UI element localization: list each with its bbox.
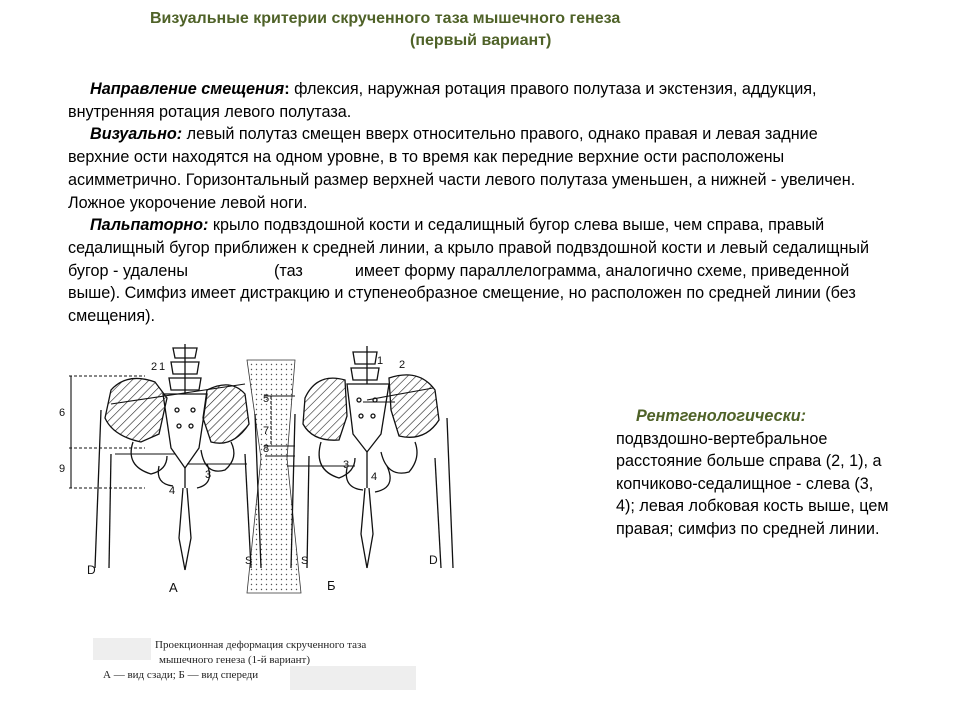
paragraph-visual	[68, 123, 878, 214]
label-5: 5	[263, 393, 270, 405]
caption-line-3: А — вид сзади; Б — вид спереди	[103, 669, 259, 681]
term-direction-colon: :	[284, 80, 290, 98]
caption-pad	[93, 638, 151, 660]
title-line-2: (первый вариант)	[410, 32, 552, 49]
text-palpation-2: (таз	[273, 261, 303, 280]
label-s-right: S	[301, 555, 309, 567]
label-view-a: А	[169, 580, 178, 595]
pelvis-figure	[55, 338, 475, 603]
caption-line-2: мышечного генеза (1-й вариант)	[159, 654, 310, 666]
label-4: 4	[169, 485, 176, 497]
text-visual: левый полутаз смещен вверх относительно правого, однако правая и левая задние верхние ости находятся на одном уровне, в то время как передние верхние ости расположены асимметрично. Горизонтальный размер верхней части левого полутаза уменьшен, а нижней - увеличен. Ложное укорочение левой ноги.	[68, 125, 856, 212]
term-direction: Направление смещения	[90, 80, 285, 98]
label-2: 2	[151, 361, 158, 373]
label-right-3: 3	[343, 459, 350, 471]
xray-block	[616, 405, 896, 540]
label-3: 3	[205, 469, 212, 481]
paragraph-direction	[68, 78, 878, 123]
label-d-left: D	[87, 563, 96, 577]
text-palpation-3: имеет форму параллелограмма, аналогично схеме, приведенной выше). Симфиз имеет дистракцию и ступенеобразное смещение, но расположен по средней линии (без смещения).	[68, 261, 856, 326]
main-text	[68, 78, 878, 328]
label-1: 1	[159, 361, 166, 373]
label-right-2: 2	[399, 359, 406, 371]
pelvis-diagram	[55, 338, 475, 603]
paragraph-palpation	[68, 214, 878, 328]
term-palpation: Пальпаторно:	[90, 216, 209, 235]
label-right-4: 4	[371, 471, 378, 483]
label-9: 9	[59, 463, 66, 475]
text-palpation-1: крыло подвздошной кости и седалищный бугор слева выше, чем справа, правый седалищный бугор приближен к средней линии, а крыло правой подвздошной кости и левый седалищный бугор - удалены	[68, 216, 870, 280]
title-line-1: Визуальные критерии скрученного таза мышечного генеза	[150, 10, 621, 27]
term-visual: Визуально:	[90, 125, 183, 144]
text-direction: флексия, наружная ротация правого полутаза и экстензия, аддукция, внутренняя ротация левого полутаза.	[68, 80, 817, 121]
label-6: 6	[59, 407, 66, 419]
caption-pad	[290, 666, 416, 690]
figure-caption	[93, 634, 423, 692]
label-view-b: Б	[327, 578, 336, 593]
xray-heading: Рентгенологически:	[636, 407, 807, 425]
label-7: 7	[263, 425, 270, 437]
xray-text: подвздошно-вертебральное расстояние больше справа (2, 1), а копчиково-седалищное - слева (3, 4); левая лобковая кость выше, цем правая; симфиз по средней линии.	[616, 429, 889, 538]
label-s-left: S	[245, 555, 253, 567]
pelvis-anterior-view	[291, 346, 453, 568]
label-8: 8	[263, 443, 270, 455]
pelvis-posterior-view	[95, 344, 261, 570]
label-right-1: 1	[377, 355, 384, 367]
label-d-right: D	[429, 553, 438, 567]
caption-line-1: Проекционная деформация скрученного таза	[155, 639, 367, 651]
